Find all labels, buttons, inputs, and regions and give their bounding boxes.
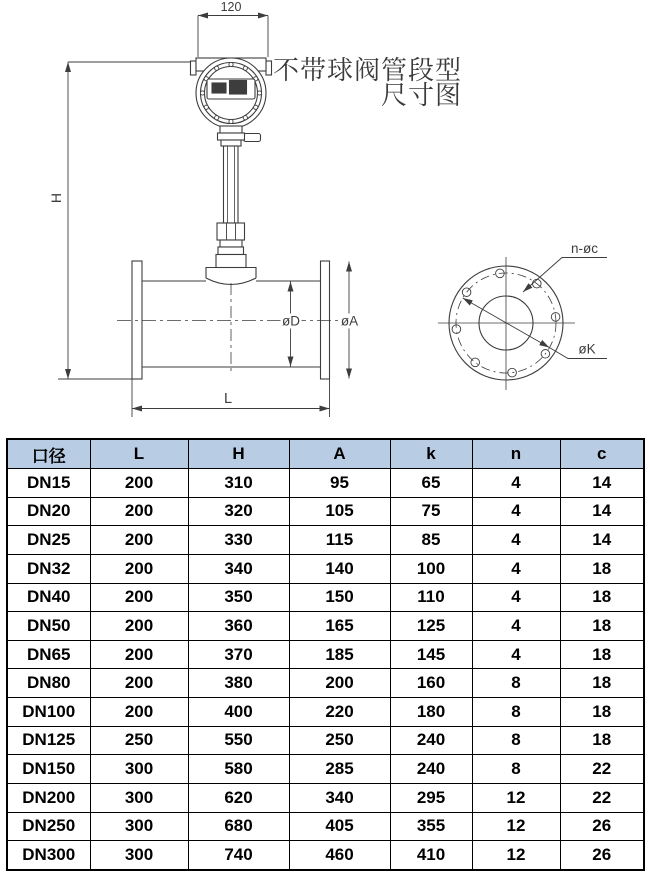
table-cell: 12 [472, 841, 560, 870]
table-cell: 125 [390, 612, 472, 641]
table-row [7, 841, 644, 870]
table-cell: 18 [560, 583, 644, 612]
table-cell: 18 [560, 612, 644, 641]
dim-label-oD: øD [282, 313, 300, 329]
row-size-label: DN25 [7, 526, 90, 555]
table-cell: 85 [390, 526, 472, 555]
left-flange [132, 261, 142, 379]
table-cell: 18 [560, 669, 644, 698]
col-header-A: A [289, 439, 390, 469]
table-cell: 95 [289, 469, 390, 498]
table-cell: 180 [390, 698, 472, 727]
table-cell: 320 [188, 497, 289, 526]
table-cell: 350 [188, 583, 289, 612]
table-header-row [7, 439, 644, 469]
table-cell: 250 [90, 726, 188, 755]
table-cell: 18 [560, 554, 644, 583]
col-header-H: H [188, 439, 289, 469]
table-cell: 250 [289, 726, 390, 755]
table-row [7, 669, 644, 698]
table-row [7, 698, 644, 727]
table-cell: 14 [560, 469, 644, 498]
table-cell: 8 [472, 698, 560, 727]
dim-height [58, 62, 196, 379]
table-cell: 4 [472, 526, 560, 555]
row-size-label: DN125 [7, 726, 90, 755]
table-cell: 405 [289, 812, 390, 841]
table-cell: 200 [90, 698, 188, 727]
right-flange [321, 261, 330, 379]
table-cell: 160 [390, 669, 472, 698]
table-cell: 340 [188, 554, 289, 583]
table-cell: 200 [289, 669, 390, 698]
table-cell: 26 [560, 841, 644, 870]
hex-nut [217, 223, 245, 240]
table-cell: 300 [90, 783, 188, 812]
dimension-table [6, 438, 645, 871]
table-cell: 22 [560, 755, 644, 784]
table-cell: 14 [560, 497, 644, 526]
flange-front-view [438, 257, 607, 390]
row-size-label: DN65 [7, 640, 90, 669]
label-bolt-circle: øK [578, 341, 596, 357]
table-cell: 22 [560, 783, 644, 812]
col-header-L: L [90, 439, 188, 469]
drawing-title-line2: 尺寸图 [380, 80, 462, 110]
table-cell: 200 [90, 612, 188, 641]
cable-entry-stub [244, 134, 261, 142]
table-cell: 12 [472, 783, 560, 812]
row-size-label: DN40 [7, 583, 90, 612]
table-cell: 370 [188, 640, 289, 669]
table-row [7, 497, 644, 526]
table-cell: 26 [560, 812, 644, 841]
table-cell: 200 [90, 583, 188, 612]
table-row [7, 812, 644, 841]
table-cell: 200 [90, 469, 188, 498]
table-cell: 355 [390, 812, 472, 841]
table-cell: 145 [390, 640, 472, 669]
dim-head-width [198, 16, 268, 58]
table-cell: 18 [560, 726, 644, 755]
table-cell: 14 [560, 526, 644, 555]
table-cell: 310 [188, 469, 289, 498]
table-cell: 4 [472, 640, 560, 669]
table-row [7, 612, 644, 641]
dim-label-H: H [48, 192, 64, 204]
table-cell: 8 [472, 726, 560, 755]
row-size-label: DN80 [7, 669, 90, 698]
table-cell: 300 [90, 812, 188, 841]
table-cell: 360 [188, 612, 289, 641]
table-row [7, 783, 644, 812]
table-cell: 18 [560, 698, 644, 727]
table-cell: 4 [472, 497, 560, 526]
table-cell: 110 [390, 583, 472, 612]
table-cell: 240 [390, 726, 472, 755]
table-cell: 200 [90, 554, 188, 583]
table-row [7, 583, 644, 612]
dim-label-oA: øA [340, 313, 359, 329]
table-cell: 240 [390, 755, 472, 784]
meter-body-side-view [117, 261, 341, 379]
table-cell: 8 [472, 669, 560, 698]
table-cell: 400 [188, 698, 289, 727]
row-size-label: DN300 [7, 841, 90, 870]
table-cell: 460 [289, 841, 390, 870]
table-row [7, 526, 644, 555]
table-cell: 200 [90, 669, 188, 698]
table-cell: 165 [289, 612, 390, 641]
table-cell: 8 [472, 755, 560, 784]
row-size-label: DN15 [7, 469, 90, 498]
table-cell: 115 [289, 526, 390, 555]
table-cell: 220 [289, 698, 390, 727]
spec-table-body [7, 469, 644, 871]
table-cell: 330 [188, 526, 289, 555]
table-cell: 680 [188, 812, 289, 841]
table-cell: 65 [390, 469, 472, 498]
dim-label-120: 120 [220, 0, 242, 14]
table-cell: 4 [472, 554, 560, 583]
table-cell: 100 [390, 554, 472, 583]
table-cell: 340 [289, 783, 390, 812]
table-cell: 4 [472, 469, 560, 498]
dimension-drawing [0, 0, 650, 435]
table-cell: 580 [188, 755, 289, 784]
table-cell: 4 [472, 612, 560, 641]
table-cell: 550 [188, 726, 289, 755]
row-size-label: DN250 [7, 812, 90, 841]
drawing-title-line1: 不带球阀管段型 [272, 55, 462, 85]
table-cell: 18 [560, 640, 644, 669]
table-cell: 200 [90, 497, 188, 526]
mount-base [216, 255, 246, 268]
table-cell: 140 [289, 554, 390, 583]
table-cell: 185 [289, 640, 390, 669]
sensor-stem [206, 126, 261, 285]
drawing-title [270, 55, 462, 110]
table-cell: 410 [390, 841, 472, 870]
table-cell: 200 [90, 640, 188, 669]
col-header-size: 口径 [7, 439, 90, 469]
table-row [7, 469, 644, 498]
table-cell: 200 [90, 526, 188, 555]
table-cell: 4 [472, 583, 560, 612]
row-size-label: DN50 [7, 612, 90, 641]
table-row [7, 755, 644, 784]
row-size-label: DN32 [7, 554, 90, 583]
table-cell: 75 [390, 497, 472, 526]
table-cell: 12 [472, 812, 560, 841]
dim-label-L: L [223, 391, 233, 407]
table-cell: 105 [289, 497, 390, 526]
table-cell: 300 [90, 755, 188, 784]
table-cell: 740 [188, 841, 289, 870]
transmitter-head [191, 58, 272, 128]
col-header-k: k [390, 439, 472, 469]
table-row [7, 726, 644, 755]
table-cell: 300 [90, 841, 188, 870]
table-cell: 620 [188, 783, 289, 812]
label-bolt-holes: n-øc [571, 241, 598, 256]
table-cell: 295 [390, 783, 472, 812]
col-header-n: n [472, 439, 560, 469]
table-cell: 285 [289, 755, 390, 784]
row-size-label: DN150 [7, 755, 90, 784]
table-row [7, 640, 644, 669]
row-size-label: DN200 [7, 783, 90, 812]
row-size-label: DN20 [7, 497, 90, 526]
table-cell: 150 [289, 583, 390, 612]
col-header-c: c [560, 439, 644, 469]
table-row [7, 554, 644, 583]
table-cell: 380 [188, 669, 289, 698]
row-size-label: DN100 [7, 698, 90, 727]
